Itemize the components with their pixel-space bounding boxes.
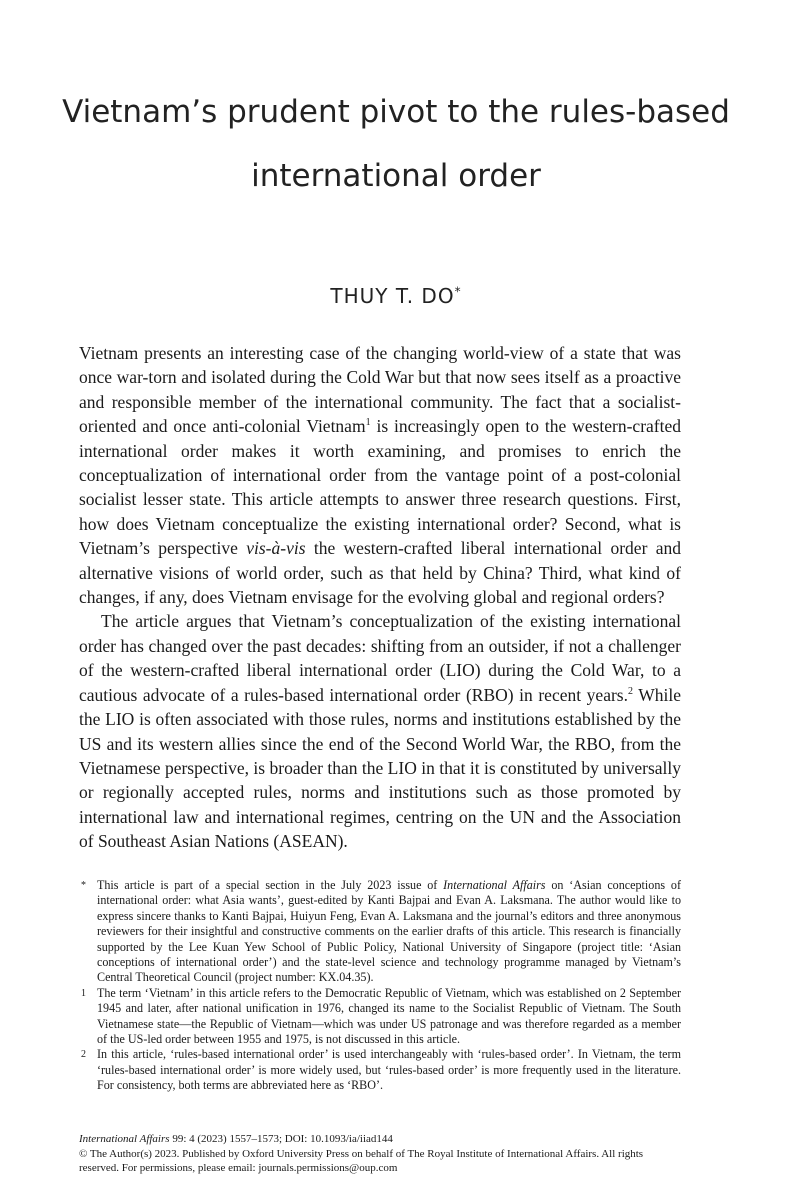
footnote-ref-1: 1 (365, 417, 371, 429)
footnote-1 (79, 986, 681, 1048)
article-body (79, 341, 681, 854)
author-text: THUY T. DO (330, 284, 455, 308)
p2-text-b: While the LIO is often associated with those rules, norms and institutions established by the US and its western allies since the end of the Second World War, the RBO, from the Vietnamese perspective, is broader than the LIO in that it is constituted by universally or regionally accepted rules, norms and institutions such as those promoted by international law and international regimes, centring on the UN and the Association of Southeast Asian Nations (ASEAN). (79, 684, 681, 852)
footnote-star-italic: International Affairs (443, 878, 546, 892)
publication-info (79, 1132, 681, 1176)
paragraph-2 (79, 609, 681, 853)
footnote-2-text: In this article, ‘rules-based international order’ is used interchangeably with ‘rules-based order’. In Vietnam, the term ‘rules-based international order’ is more widely used, but ‘rules-based order’ is more frequently used in the literature. For consistency, both terms are abbreviated here as ‘RBO’. (97, 1047, 681, 1093)
footnotes (79, 878, 681, 1094)
footnote-star-mark: * (81, 880, 86, 891)
p1-text-a: Vietnam presents an interesting case of the changing world-view of a state that was once war-torn and isolated during the Cold War but that now sees itself as a proactive and responsible member of the international community. The fact that a socialist-oriented and once anti-colonial Vietnam (79, 343, 681, 437)
footnote-star (79, 878, 681, 986)
copyright-line: © The Author(s) 2023. Published by Oxford University Press on behalf of The Royal Institute of International Affairs. All rights reserved. For permissions, please email: journals.permissions@oup.com (79, 1147, 644, 1175)
footnote-2 (79, 1047, 681, 1093)
footnote-ref-2: 2 (627, 685, 633, 697)
journal-name: International Affairs (79, 1133, 170, 1145)
p1-italic: vis-à-vis (246, 538, 306, 559)
citation-line (79, 1132, 681, 1147)
paragraph-1 (79, 341, 681, 609)
article-title (60, 80, 732, 208)
author-name (0, 284, 792, 308)
p1-text-c: the western-crafted liberal international order and alternative visions of world order, such as that held by China? Third, what kind of changes, if any, does Vietnam envisage for the evolving global and regional orders? (79, 538, 681, 608)
footnote-star-text-a: This article is part of a special section in the July 2023 issue of (97, 878, 444, 892)
footnote-1-mark: 1 (81, 987, 86, 999)
footnote-1-text: The term ‘Vietnam’ in this article refers to the Democratic Republic of Vietnam, which was established on 2 September 1945 and later, after national unification in 1976, changed its name to the Socialist Republic of Vietnam. The South Vietnamese state—the Republic of Vietnam—which was under US patronage and was therefore regarded as a member of the US-led order between 1955 and 1975, is not discussed in this article. (97, 985, 681, 1047)
footnote-star-text-b: on ‘Asian conceptions of international order: what Asia wants’, guest-edited by Kanti Bajpai and Evan A. Laksmana. The author would like to express sincere thanks to Kanti Bajpai, Huiyun Feng, Evan A. Laksmana and the journal’s editors and three anonymous reviewers for their insightful and constructive comments on the earlier drafts of this article. This research is financially supported by the Lee Kuan Yew School of Public Policy, National University of Singapore (project title: ‘Asian conceptions of international order’) and the state-level science and technology programme managed by Vietnam’s Central Theoretical Council (project number: KX.04.35). (97, 878, 681, 985)
p1-text-b: is increasingly open to the western-crafted international order makes it worth examining, and promises to enrich the conceptualization of international order from the vantage point of a post-colonial socialist lesser state. This article attempts to answer three research questions. First, how does Vietnam conceptualize the existing international order? Second, what is Vietnam’s perspective (79, 416, 681, 559)
p2-text-a: The article argues that Vietnam’s conceptualization of the existing international order has changed over the past decades: shifting from an outsider, if not a challenger of the western-crafted liberal international order (LIO) during the Cold War, to a cautious advocate of a rules-based international order (RBO) in recent years. (79, 611, 681, 705)
citation-text: 99: 4 (2023) 1557–1573; DOI: 10.1093/ia/iiad144 (169, 1133, 393, 1145)
title-line-1: Vietnam’s prudent pivot to the rules-based (62, 94, 730, 130)
title-line-2: international order (251, 158, 541, 194)
footnote-2-mark: 2 (81, 1049, 86, 1061)
author-footnote-mark: * (454, 284, 462, 299)
